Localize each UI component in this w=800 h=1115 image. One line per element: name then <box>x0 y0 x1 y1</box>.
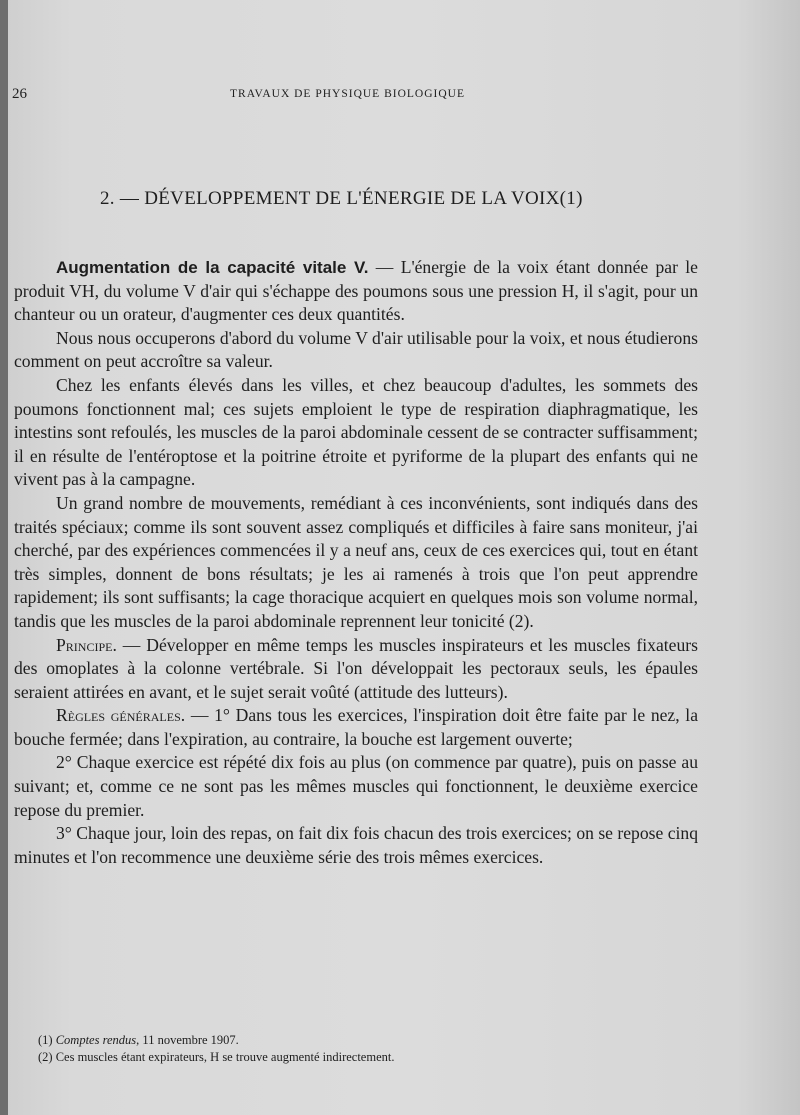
regles-text: — 1° Dans tous les exercices, l'inspiration doit être faite par le nez, la bouche fermée; dans l'expiration, au contraire, la bouche est largement ouverte; <box>14 705 699 749</box>
paragraph <box>14 634 698 705</box>
running-header <box>8 86 800 106</box>
paragraph <box>14 704 698 751</box>
section-lead-title: Augmentation de la capacité vitale V. <box>56 258 369 277</box>
paragraph: Un grand nombre de mouvements, remédiant à ces inconvénients, sont indiqués dans des traités spéciaux; comme ils sont souvent assez compliqués et difficiles à faire sans moniteur, j'ai cherché, par des expériences commencées il y a neuf ans, ceux de ces exercices qui, tout en étant très simples, donnent de bons résultats; je les ai ramenés à trois que l'on peut apprendre rapidement; ils sont suffisants; la cage thoracique acquiert en quelques mois son volume normal, tandis que les muscles de la paroi abdominale reprennent leur tonicité (2). <box>14 492 698 631</box>
principe-label: Principe. <box>56 634 117 655</box>
body-text <box>14 256 698 869</box>
paragraph: 2° Chaque exercice est répété dix fois au plus (on commence par quatre), puis on passe au suivant; et, comme ce ne sont pas les mêmes muscles qui fonctionnent, le deuxième exercice repose du premier. <box>14 752 698 820</box>
chapter-title: 2. — DÉVELOPPEMENT DE L'ÉNERGIE DE LA VOIX(1) <box>100 188 583 209</box>
principe-text: — Développer en même temps les muscles inspirateurs et les muscles fixateurs des omoplates à la colonne vertébrale. Si l'on développait les pectoraux seuls, les épaules seraient attirées en avant, et le sujet serait voûté (attitude des lutteurs). <box>14 634 698 702</box>
footnote-2: (2) Ces muscles étant expirateurs, H se trouve augmenté indirectement. <box>38 1050 395 1064</box>
paragraph: 3° Chaque jour, loin des repas, on fait dix fois chacun des trois exercices; on se repose cinq minutes et l'on recommence une deuxième série des trois mêmes exercices. <box>14 823 698 867</box>
page-number: 26 <box>12 86 27 102</box>
regles-label: Règles générales. <box>56 705 186 726</box>
running-title: TRAVAUX DE PHYSIQUE BIOLOGIQUE <box>230 88 465 100</box>
scanned-page <box>8 0 800 1115</box>
paragraph: Chez les enfants élevés dans les villes, et chez beaucoup d'adultes, les sommets des poumons fonctionnent mal; ces sujets emploient le type de respiration diaphragmatique, les intestins sont refoulés, les muscles de la paroi abdominale cessent de se contracter suffisamment; il en résulte de l'entéroptose et la poitrine étroite et pyriforme de la plupart des enfants qui ne vivent pas à la campagne. <box>14 374 698 490</box>
paragraph: Nous nous occuperons d'abord du volume V d'air utilisable pour la voix, et nous étudierons comment on peut accroître sa valeur. <box>14 327 698 372</box>
footnote-1: (1) Comptes rendus, 11 novembre 1907. <box>38 1033 239 1047</box>
footnotes <box>38 1032 698 1066</box>
section-lead-text: — L'énergie de la voix étant donnée par le produit VH, du volume V d'air qui s'échappe des poumons sous une pression H, il s'agit, pour un chanteur ou un orateur, d'augmenter ces deux quantités. <box>14 257 698 325</box>
paragraph <box>14 256 698 327</box>
